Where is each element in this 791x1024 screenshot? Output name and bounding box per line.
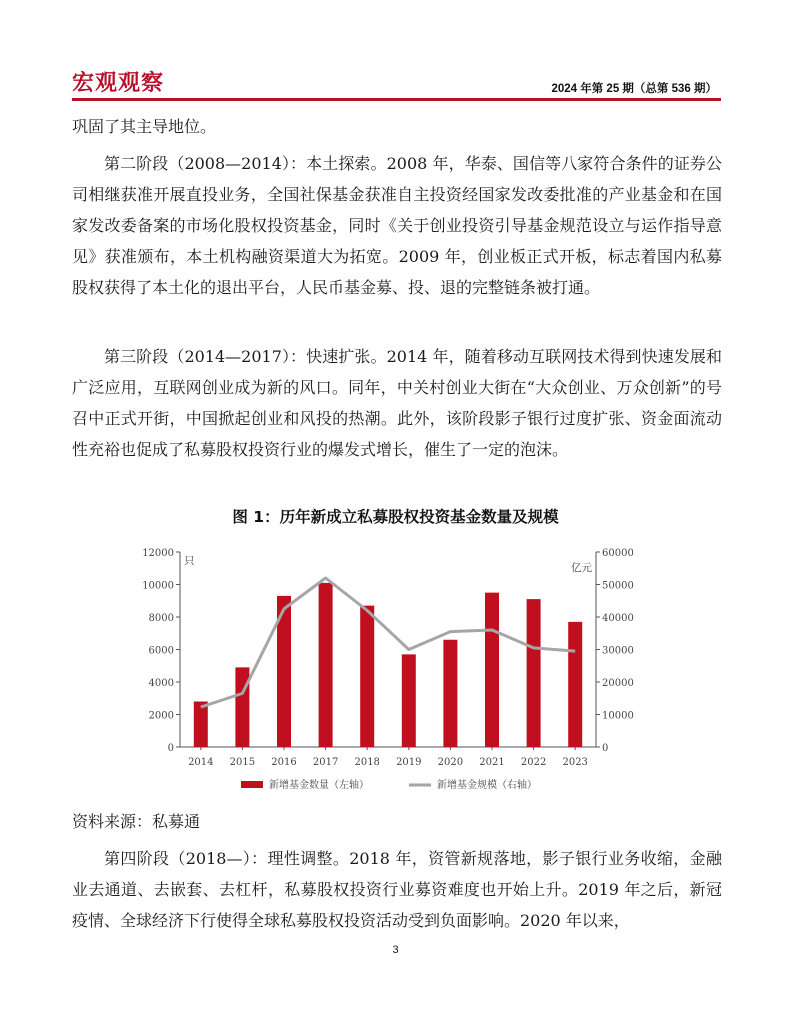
left-tick-label: 4000	[148, 678, 174, 689]
x-tick-label: 2020	[437, 757, 464, 768]
paragraph-4: 第四阶段（2018—）：理性调整。2018 年，资管新规落地，影子银行业务收缩，金融业去通道、去嵌套、去杠杆，私募股权投资行业募资难度也开始上升。2019 年之后，新冠疫情、全球经济下行使得全球私募股权投资活动受到负面影响。2020 年以来，	[72, 849, 722, 930]
bar	[443, 640, 457, 747]
x-tick-label: 2016	[271, 757, 297, 768]
right-tick-label: 50000	[602, 580, 634, 592]
bar	[194, 702, 208, 748]
issue-number: 2024 年第 25 期（总第 536 期）	[551, 83, 717, 95]
legend-label-scale: 新增基金规模（右轴）	[437, 780, 537, 791]
chart-legend	[241, 778, 537, 791]
x-tick-label: 2015	[229, 757, 256, 768]
page-number: 3	[392, 944, 399, 956]
x-tick-label: 2014	[188, 757, 214, 768]
bar	[319, 583, 333, 747]
paragraph-2: 第二阶段（2008—2014）：本土探索。2008 年，华泰、国信等八家符合条件的证券公司相继获准开展直投业务，全国社保基金获准自主投资经国家发改委批准的产业基金和在国家发改委备案的市场化股权投资基金，同时《关于创业投资引导基金规范设立与运作指导意见》获准颁布，本土机构融资渠道大为拓宽。2009 年，创业板正式开板，标志着国内私募股权获得了本土化的退出平台，人民币基金募、投、退的完整链条被打通。	[72, 154, 722, 297]
right-tick-label: 30000	[602, 645, 634, 657]
legend-label-count: 新增基金数量（左轴）	[269, 780, 369, 791]
right-tick-label: 0	[602, 743, 609, 754]
fund-chart	[130, 540, 650, 802]
right-tick-label: 60000	[602, 548, 634, 559]
figure-source: 资料来源：私募通	[72, 812, 201, 831]
chart-line	[201, 578, 575, 707]
bar	[402, 654, 416, 747]
bar	[235, 667, 249, 747]
left-tick-label: 0	[167, 743, 174, 754]
paragraph-3: 第三阶段（2014—2017）：快速扩张。2014 年，随着移动互联网技术得到快速发展和广泛应用，互联网创业成为新的风口。同年，中关村创业大街在“大众创业、万众创新”的号召中正式开街，中国掀起创业和风投的热潮。此外，该阶段影子银行过度扩张、资金面流动性充裕也促成了私募股权投资行业的爆发式增长，催生了一定的泡沫。	[72, 347, 722, 459]
right-tick-label: 40000	[602, 613, 634, 624]
x-tick-label: 2022	[520, 757, 547, 768]
left-tick-label: 8000	[148, 613, 174, 624]
left-tick-label: 12000	[142, 548, 174, 559]
figure-title: 图 1：历年新成立私募股权投资基金数量及规模	[232, 508, 559, 526]
bar	[568, 622, 582, 747]
paragraph-1: 巩固了其主导地位。	[72, 117, 217, 136]
left-tick-label: 2000	[148, 710, 174, 722]
bar	[360, 606, 374, 747]
chart-labels	[142, 548, 634, 768]
x-tick-label: 2021	[479, 757, 505, 768]
bar	[485, 593, 499, 747]
left-tick-label: 10000	[142, 580, 174, 592]
right-axis-unit: 亿元	[571, 562, 592, 574]
legend-swatch-count	[241, 781, 263, 788]
x-tick-label: 2017	[312, 757, 339, 768]
header-divider	[72, 98, 721, 101]
right-tick-label: 10000	[602, 710, 634, 722]
left-axis-unit: 只	[184, 555, 195, 567]
left-tick-label: 6000	[148, 645, 174, 657]
chart-bars	[194, 583, 582, 747]
x-tick-label: 2023	[562, 757, 588, 768]
scale-line	[201, 578, 575, 707]
x-tick-label: 2019	[396, 757, 422, 768]
bar	[527, 599, 541, 747]
x-tick-label: 2018	[354, 757, 380, 768]
right-tick-label: 20000	[602, 678, 634, 689]
header-title: 宏观观察	[72, 71, 165, 96]
